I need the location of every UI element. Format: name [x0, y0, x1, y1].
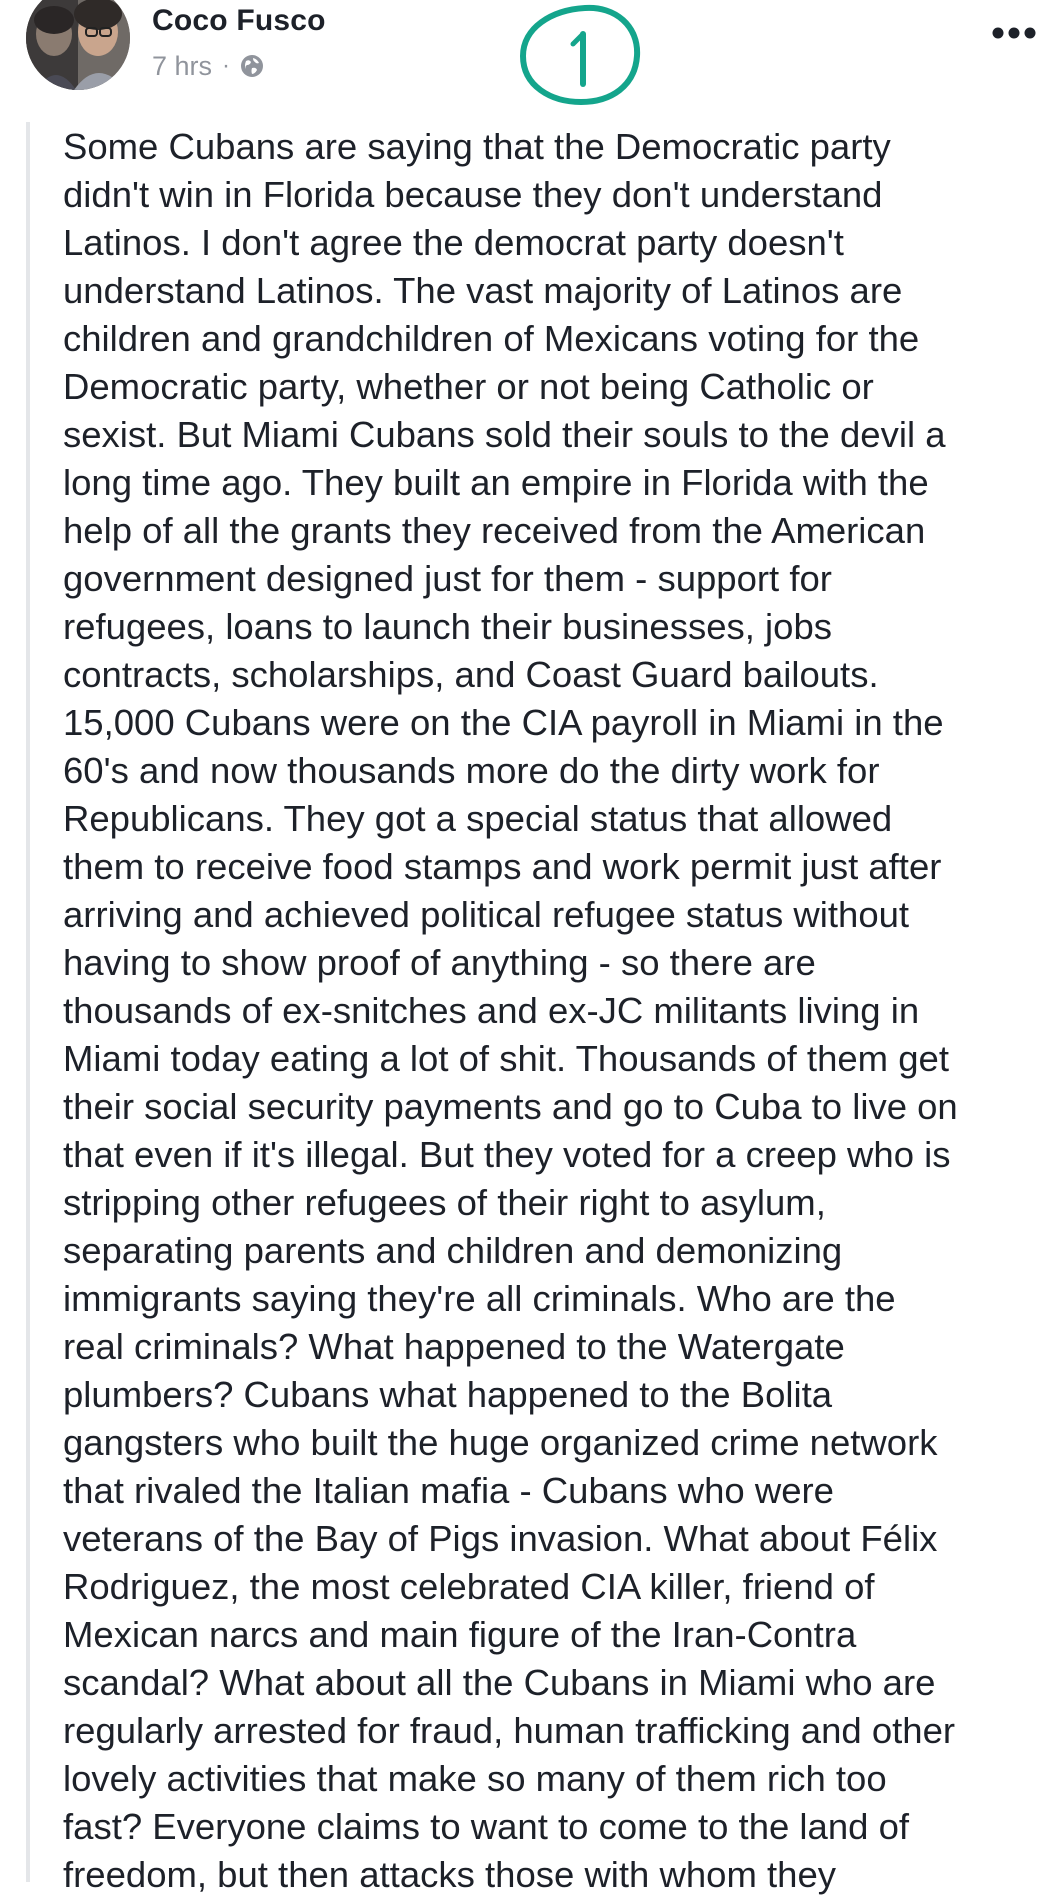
avatar-photo — [26, 0, 130, 90]
quote-bar — [26, 122, 30, 1882]
author-name[interactable]: Coco Fusco — [152, 4, 326, 37]
post-timestamp[interactable]: 7 hrs — [152, 50, 213, 81]
meta-separator: · — [222, 52, 231, 79]
post-header — [0, 0, 1058, 110]
post-body-text: Some Cubans are saying that the Democratic party didn't win in Florida because they don't understand Latinos. I don't agree the democrat party doesn't understand Latinos. The vast majority of Latinos are children and grandchildren of Mexicans voting for the Democratic party, whether or not being Catholic or sexist. But Miami Cubans sold their souls to the devil a long time ago. They built an empire in Florida with the help of all the grants they received from the American government designed just for them - support for refugees, loans to launch their businesses, jobs contracts, scholarships, and Coast Guard bailouts. 15,000 Cubans were on the CIA payroll in Miami in the 60's and now thousands more do the dirty work for Republicans. They got a special status that allowed them to receive food stamps and work permit just after arriving and achieved political refugee status without having to show proof of anything - so there are thousands of ex-snitches and ex-JC militants living in Miami today eating a lot of shit. Thousands of them get their social security payments and go to Cuba to live on that even if it's illegal. But they voted for a creep who is stripping other refugees of their right to asylum, separating parents and children and demonizing immigrants saying they're all criminals. Who are the real criminals? What happened to the Watergate plumbers? Cubans what happened to the Bolita gangsters who built the huge organized crime network that rivaled the Italian mafia - Cubans who were veterans of the Bay of Pigs invasion. What about Félix Rodriguez, the most celebrated CIA killer, friend of Mexican narcs and main figure of the Iran-Contra scandal? What about all the Cubans in Miami who are regularly arrested for fraud, human trafficking and other lovely activities that make so many of them rich too fast? Everyone claims to want to come to the land of freedom, but then attacks those with whom they — [63, 126, 958, 1895]
globe-icon — [240, 54, 264, 78]
author-avatar[interactable] — [26, 0, 130, 90]
post-meta — [152, 48, 264, 84]
circled-number-one-annotation — [515, 0, 645, 110]
more-options-icon[interactable] — [982, 16, 1046, 50]
